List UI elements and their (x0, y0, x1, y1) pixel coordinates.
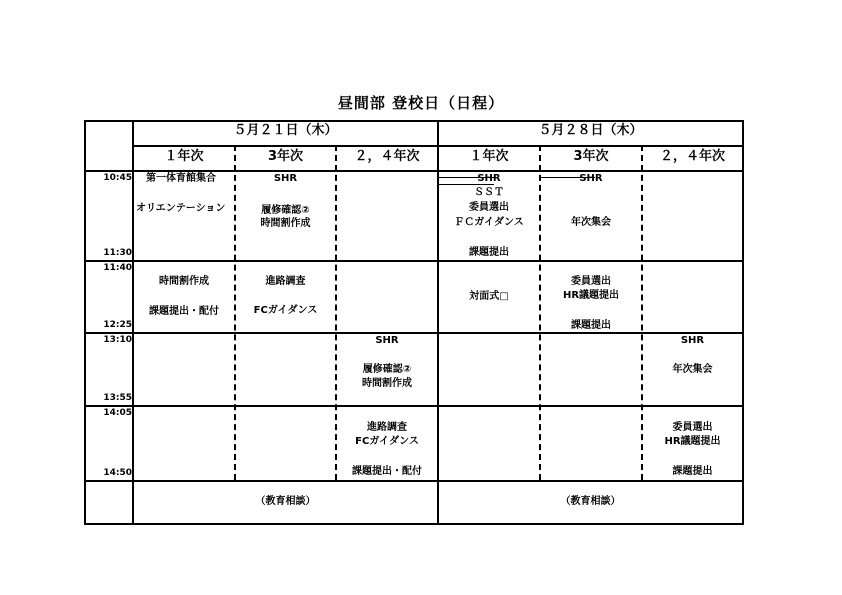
grade-header: 3年次 (267, 149, 304, 164)
cell-text: 委員選出 (672, 422, 713, 433)
cell-text: ＦＣガイダンス (454, 217, 524, 228)
grade-header: ２，４年次 (659, 149, 725, 164)
cell-text: SHR (579, 173, 603, 184)
page-title: 昼間部 登校日（日程） (337, 94, 505, 112)
time-label: 13:55 (103, 393, 132, 403)
cell-text: 進路調査 (265, 276, 306, 287)
cell-text: 年次集会 (571, 217, 611, 228)
cell-text: 課題提出 (469, 247, 509, 258)
time-label: 11:30 (103, 248, 132, 258)
row-divider (84, 480, 744, 482)
cell-text: SHR (375, 335, 399, 346)
cell-text: HR議題提出 (664, 436, 721, 447)
cell-text: 課題提出 (672, 466, 713, 477)
cell-text: 年次集会 (672, 364, 713, 375)
time-label: 14:50 (103, 468, 132, 478)
consult-label: （教育相談） (560, 496, 621, 507)
time-label: 14:05 (103, 408, 132, 418)
cell-text: FCガイダンス (355, 436, 419, 447)
col-divider-dashed (539, 145, 541, 480)
row-divider (84, 260, 744, 262)
cell-text: 第一体育館集合 (146, 173, 216, 184)
grade-header: ２，４年次 (354, 149, 420, 164)
day-header: ５月２１日（木） (233, 123, 338, 138)
cell-text: SHR (477, 173, 501, 184)
cell-text: SHR (680, 335, 705, 346)
cell-text: 課題提出・配付 (149, 306, 219, 317)
cell-text: 課題提出・配付 (352, 466, 422, 477)
cell-text: 委員選出 (469, 202, 509, 213)
grade-header: １年次 (164, 149, 204, 164)
row-divider (84, 405, 744, 407)
grade-header: 3年次 (573, 149, 609, 164)
cell-text: HR議題提出 (562, 290, 620, 301)
day-header: ５月２８日（木） (538, 123, 643, 138)
cell-text: 対面式□ (469, 291, 509, 302)
cell-text: 時間割作成 (159, 276, 209, 287)
cell-text: FCガイダンス (253, 305, 318, 316)
row-divider (134, 145, 744, 147)
time-label: 13:10 (103, 335, 132, 345)
grade-header: １年次 (469, 149, 509, 164)
cell-text: 進路調査 (367, 422, 407, 433)
consult-label: （教育相談） (255, 496, 316, 507)
cell-text: 時間割作成 (362, 378, 412, 389)
time-label: 12:25 (103, 320, 132, 330)
cell-text: 委員選出 (571, 276, 611, 287)
cell-text: 課題提出 (571, 320, 611, 331)
cell-text: 時間割作成 (260, 218, 311, 229)
cell-text: 履修確認② (362, 364, 412, 375)
time-label: 11:40 (103, 263, 132, 273)
cell-text: オリエンテーション (136, 203, 226, 214)
cell-text: 履修確認② (261, 205, 310, 216)
schedule-table (84, 120, 744, 525)
time-label: 10:45 (103, 173, 132, 183)
col-divider (132, 120, 134, 525)
cell-text: ＳＳＴ (474, 187, 504, 198)
cell-text: SHR (273, 173, 298, 184)
